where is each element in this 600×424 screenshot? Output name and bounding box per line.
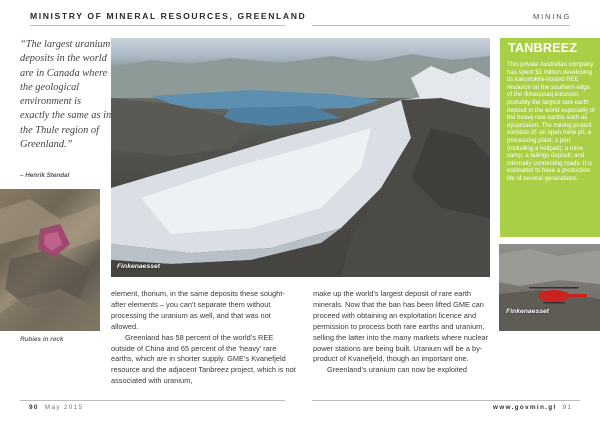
body-paragraph: Greenland’s uranium can now be exploited [327,365,467,375]
issue-date: May 2015 [44,404,84,411]
footer-right [493,404,572,411]
body-paragraph: element, thorium, in the same deposits these sought-after elements – you can’t separate them without processing the uranium as well, and that was not allowed. [111,289,285,331]
body-paragraph: make up the world’s largest deposit of rare earth minerals. Now that the ban has been lifted GME can proceed with obtaining an exploitation licence and permission to process both rare earths and uranium, selling the latter into the many markets where nuclear power stations are being built. Uranium will be a by-product of Kvanefjeld, though an important one. [313,289,488,364]
page-number-right: 91 [562,404,573,411]
pull-quote-author: – Henrik Stendal [20,172,70,179]
main-photo-caption: Finkenaesset [117,263,161,270]
pull-quote: “The largest uranium deposits in the world are in Canada where the geological environment is exactly the same as in the Thule region of Greenland.” [20,39,112,151]
glacier-landscape-image [111,38,490,277]
footer-rule-left [20,400,285,401]
helicopter-photo-caption: Finkenaesset [506,308,550,315]
sidebar-text: This private Australian company has spent $5 million developing its kakortokite-hosted REE resource on the southern edge of the Ilimaussaq intrusion, probably the largest rare earth deposit in the world especially of the heavy rare earths such as dysprosium. The mining project consists of: an open mine pit; a processing plant; a port (including a helipad); a mine camp; a tailings deposit; and internally connecting roads. It is estimated to have a production life of several generations. [507,61,595,182]
header-rule-right [312,25,570,26]
header-rule-left [30,25,285,26]
helicopter-image [499,244,600,331]
rubies-photo-caption: Rubies in rock [20,336,64,343]
rubies-rock-photo [0,189,100,331]
footer-rule-right [312,400,580,401]
helicopter-photo [499,244,600,331]
aerial-glacier-photo [111,38,490,277]
website-url: www.govmin.gl [493,404,557,411]
rubies-rock-image [0,189,100,331]
body-column-left [111,289,299,387]
sidebar-title: TANBREEZ [508,41,578,55]
running-header-publication: MINISTRY OF MINERAL RESOURCES, GREENLAND [30,11,307,21]
body-column-right [313,289,495,376]
running-header-section: MINING [533,12,572,21]
footer-left [29,404,83,411]
page-number-left: 90 [29,404,39,411]
body-paragraph: Greenland has 58 percent of the world’s REE outside of China and 65 percent of the ‘heavy’ rare earths, which are in shorter supply. GME’s Kvanefjeld resource and the adjacent Tanbreez project, which is not associated with uranium, [111,332,296,386]
